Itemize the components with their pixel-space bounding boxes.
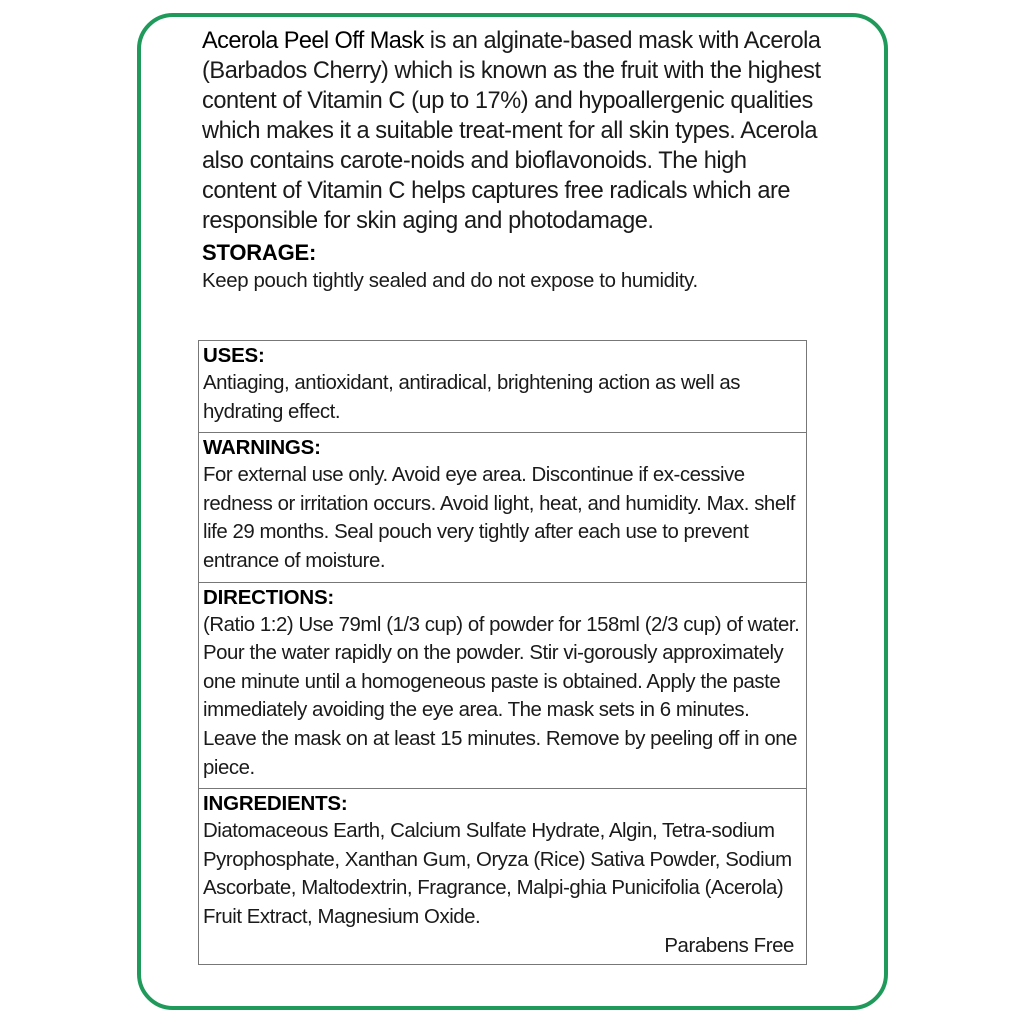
warnings-section — [199, 433, 806, 582]
directions-section — [199, 583, 806, 790]
parabens-free-note: Parabens Free — [664, 934, 794, 957]
label-content — [202, 26, 822, 295]
info-table — [198, 340, 807, 965]
ingredients-body: Diatomaceous Earth, Calcium Sulfate Hydrate, Algin, Tetra-sodium Pyrophosphate, Xanthan Gum, Oryza (Rice) Sativa Powder, Sodium Ascorbate, Maltodextrin, Fragrance, Malpi-ghia Punicifolia (Acerola) Fruit Extract, Magnesium Oxide. — [203, 820, 792, 928]
warnings-heading: WARNINGS: — [203, 436, 321, 460]
intro-paragraph — [202, 26, 822, 236]
storage-text: Keep pouch tightly sealed and do not expose to humidity. — [202, 270, 698, 292]
directions-heading: DIRECTIONS: — [203, 585, 335, 609]
ingredients-section — [199, 789, 806, 963]
warnings-body: For external use only. Avoid eye area. Discontinue if ex-cessive redness or irritation occurs. Avoid light, heat, and humidity. Max. shelf life 29 months. Seal pouch very tightly after each use to prevent entrance of moisture. — [203, 464, 796, 572]
storage-heading: STORAGE: — [202, 240, 317, 265]
product-description: is an alginate-based mask with Acerola (Barbados Cherry) which is known as the fruit with the highest content of Vitamin C (up to 17%) and hypoallergenic qualities which makes it a suitable treat-ment for all skin types. Acerola also contains carote-noids and bioflavonoids. The high content of Vitamin C helps captures free radicals which are responsible for skin aging and photodamage. — [202, 28, 821, 234]
ingredients-heading: INGREDIENTS: — [203, 792, 348, 816]
product-name: Acerola Peel Off Mask — [202, 28, 424, 54]
directions-body: (Ratio 1:2) Use 79ml (1/3 cup) of powder for 158ml (2/3 cup) of water. Pour the water rapidly on the powder. Stir vi-gorously approximately one minute until a homogeneous paste is obtained. Apply the paste immediately avoiding the eye area. The mask sets in 6 minutes. Leave the mask on at least 15 minutes. Remove by peeling off in one piece. — [203, 613, 800, 779]
uses-body: Antiaging, antioxidant, antiradical, brightening action as well as hydrating effect. — [203, 372, 741, 423]
uses-section — [199, 341, 806, 433]
uses-heading: USES: — [203, 344, 265, 367]
